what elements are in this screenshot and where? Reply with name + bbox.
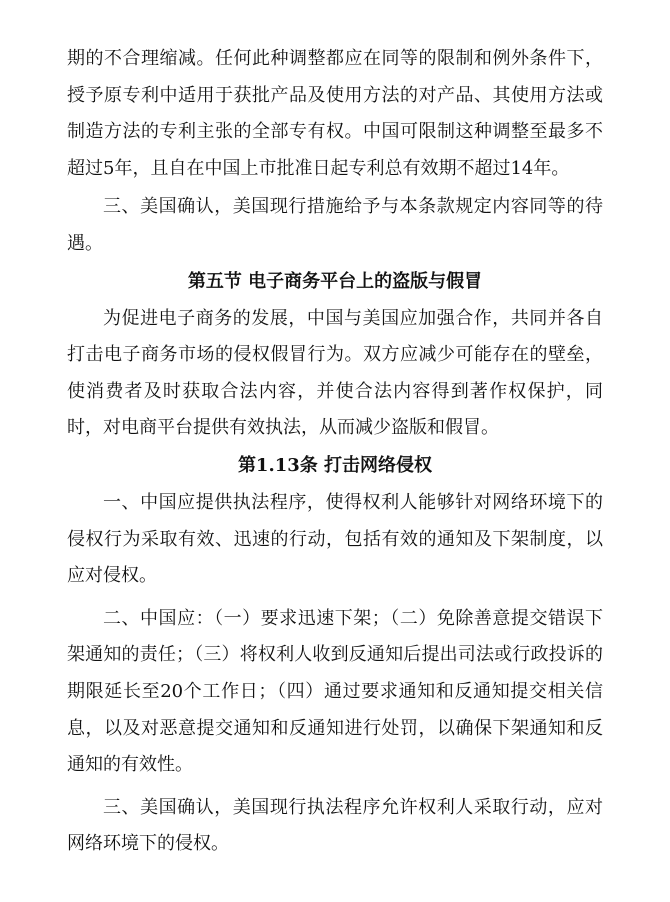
section-heading: 第五节 电子商务平台上的盗版与假冒 <box>187 270 483 292</box>
article-heading: 第1.13条 打击网络侵权 <box>237 454 433 476</box>
paragraph-article-item-3: 三、美国确认，美国现行执法程序允许权利人采取行动，应对网络环境下的侵权。 <box>67 796 603 855</box>
paragraph-us-confirmation: 三、美国确认，美国现行措施给予与本条款规定内容同等的待遇。 <box>67 196 603 254</box>
paragraph-section-intro: 为促进电子商务的发展，中国与美国应加强合作，共同并各自打击电子商务市场的侵权假冒行为。双方应减少可能存在的壁垒，使消费者及时获取合法内容，并使合法内容得到著作权保护，同时，对电商平台提供有效执法，从而减少盗版和假冒。 <box>67 307 603 439</box>
paragraph-continuation: 期的不合理缩减。任何此种调整都应在同等的限制和例外条件下，授予原专利中适用于获批产品及使用方法的对产品、其使用方法或制造方法的专利主张的全部专有权。中国可限制这种调整至最多不超过5年，且自在中国上市批准日起专利总有效期不超过14年。 <box>67 48 603 179</box>
paragraph-article-item-2: 二、中国应：（一）要求迅速下架；（二）免除善意提交错误下架通知的责任；（三）将权利人收到反通知后提出司法或行政投诉的期限延长至20个工作日；（四）通过要求通知和反通知提交相关信息，以及对恶意提交通知和反通知进行处罚，以确保下架通知和反通知的有效性。 <box>67 607 603 776</box>
paragraph-article-item-1: 一、中国应提供执法程序，使得权利人能够针对网络环境下的侵权行为采取有效、迅速的行动，包括有效的通知及下架制度，以应对侵权。 <box>67 491 603 587</box>
document-page <box>67 41 603 863</box>
